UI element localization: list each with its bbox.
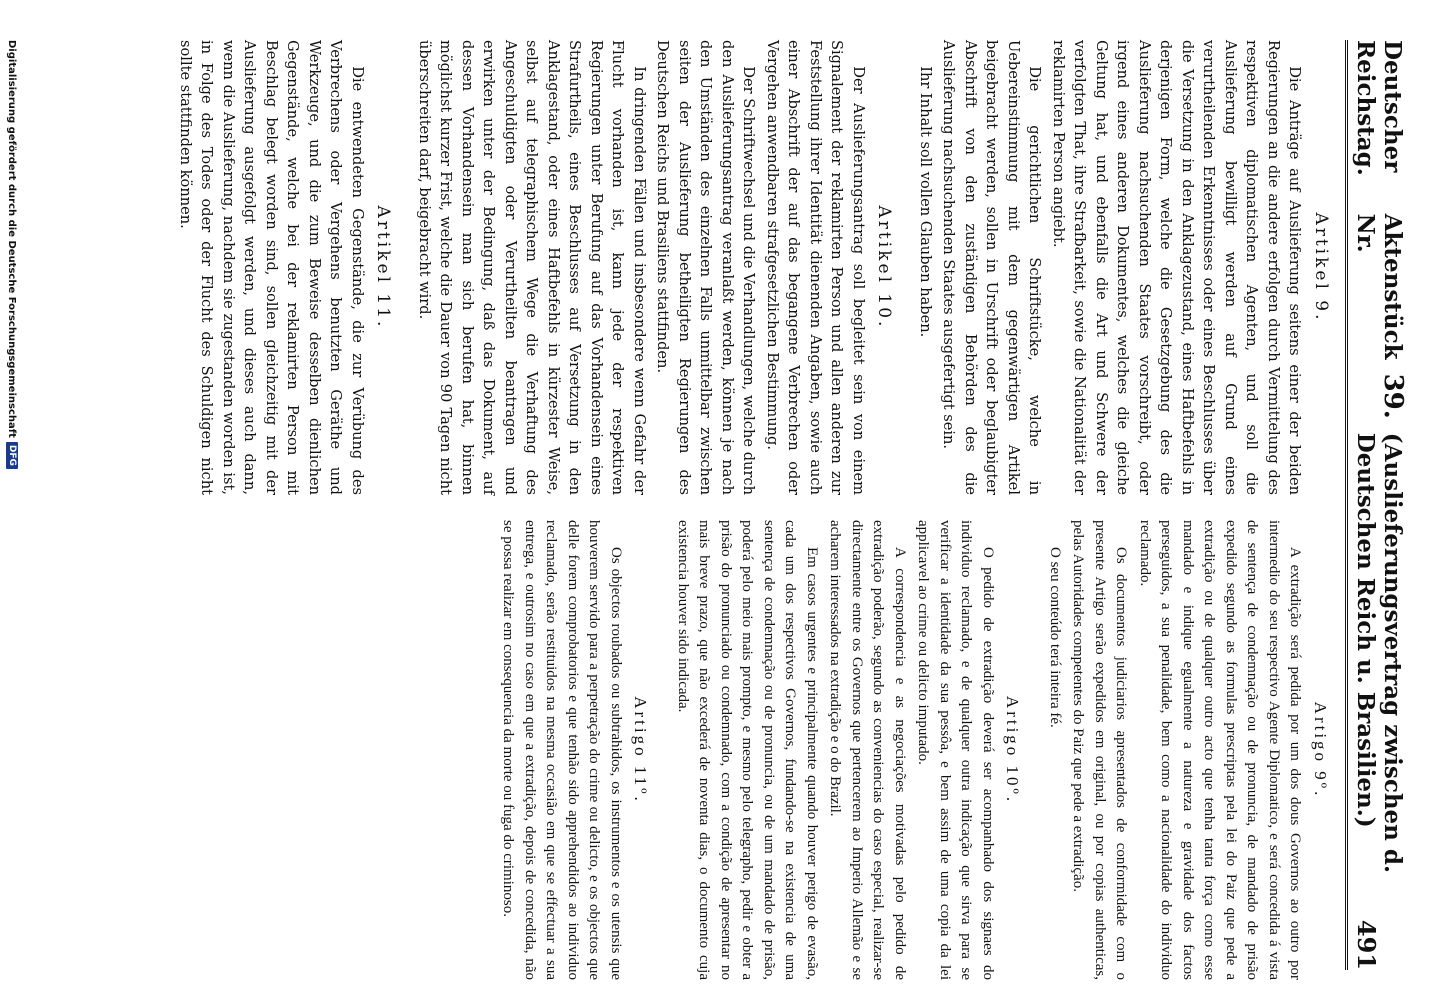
paragraph: O pedido de extradição deverá ser acompanhado dos signaes do individuo reclamado, e de qualquer outra indicação que sirva para se verificar a identidade da sua pessôa, e bem assim de uma copia da lei applicavel ao crime ou delicto imputado. [915, 520, 996, 980]
portuguese-article-10 [672, 520, 1024, 980]
german-article-9 [915, 40, 1332, 495]
treaty-title: (Auslieferungsvertrag zwischen d. Deutschen Reich u. Brasilien.) [1352, 432, 1406, 873]
portuguese-article-9 [1044, 520, 1332, 980]
paragraph: Os objectos roubados ou subtrahidos, os instrumentos e os utensis que houverem servido para a perpetração do crime ou delicto, e os objectos que delle forem comprobatorios e que tenhão sido apprehendidos ao individuo reclamado, serão restituidos na mesma occasião em que se effectuar a sua entrega, e outrosim no caso em que a extradição, depois de concedida, não se possa realizar em consequencia da morte ou fuga do criminoso. [500, 520, 624, 980]
paragraph: Der Auslieferungsantrag soll begleitet sein von einem Signalement der reklamirten Person und allen anderen zur Feststellung ihrer Identität dienenden Angaben, sowie auch einer Abschrift der auf das begangene Verbrechen oder Vergehen anwendbaren strafgesetzlichen Bestimmung. [764, 40, 867, 495]
article-heading: Artikel 10. [874, 205, 895, 330]
issue-number: 39. [1378, 373, 1408, 419]
portuguese-column [10, 520, 1337, 980]
paragraph: A correspondencia e as negociações motivadas pelo pedido de extradição poderão, segundo as conveniencias do caso especial, realizar-se directamente entre os Governos que pertencerem ao Imperio Allemão e se acharem interessados na extradição e o do Brazil. [827, 520, 908, 980]
article-heading: Artigo 11º. [631, 696, 651, 804]
portuguese-article-11 [497, 520, 652, 980]
article-heading: Artigo 10º. [1003, 695, 1023, 805]
german-column [10, 40, 1337, 495]
paragraph: Os documentos judiciarios apresentados de conformidade com o presente Artigo serão expedidos em original, ou por copias authenticas, pelas Autoridades competentes do Paiz que pede a extradição. [1070, 520, 1130, 980]
paragraph: Die Anträge auf Auslieferung seitens einer der beiden Regierungen an die andere erfolgen durch Vermittelung des respektiven diplomatischen Agenten, und soll die Auslieferung bewilligt werden auf Grund eines verurtheilenden Erkenntnisses oder eines Beschlusses über die Versetzung in den Anklagezustand, eines Haftbefehls in derjenigen Form, welche die Gesetzgebung des die Auslieferung nachsuchenden Staates vorschreibt, oder irgend eines anderen Dokumentes, welches die gleiche Geltung hat, und ebenfalls die Art und Schwere der verfolgten That, ihre Strafbarkeit, sowie die Nationalität der reklamirten Person angiebt. [1050, 40, 1304, 495]
article-heading: Artigo 9º. [1311, 701, 1330, 799]
paragraph: A extradição será pedida por um dos dous Governos ao outro por intermedio do seu respectivo Agente Diplomatico, e será concedida á vista de sentença de condemnação ou de pronuncia, de mandado de prisão expedido segundo as formulas prescriptas pela lei do Paiz que pede a extradição ou de qualquer outro acto que tenha tanta força como esse mandado e indique egualmente a natureza e gravidade dos factos perseguidos, a sua penalidade, bem como a nacionalidade do individuo reclamado. [1137, 520, 1304, 980]
paragraph: Die gerichtlichen Schriftstücke, welche in Uebereinstimmung mit dem gegenwärtigen Artikel beigebracht werden, sollen in Urschrift oder beglaubigter Abschrift von den zuständigen Behörden des die Auslieferung nachsuchenden Staates ausgefertigt sein. [940, 40, 1044, 495]
footer-text: Digitalisierung gefördert durch die Deutsche Forschungsgemeinschaft [6, 40, 18, 438]
paragraph: Die entwendeten Gegenstände, die zur Verübung des Verbrechens oder Vergehens benutzten Geräthe und Werkzeuge, und die zum Beweise desselben dienlichen Gegenstände, welche bei der reklamirten Person mit Beschlag belegt worden sind, sollen gleichzeitig mit der Auslieferung ausgefolgt werden, und dieses auch dann, wenn die Auslieferung, nachdem sie zugestanden worden ist, in Folge des Todes oder der Flucht des Schuldigen nicht sollte stattfinden können. [177, 40, 366, 495]
document-label: Aktenstück Nr. [1352, 213, 1406, 360]
page-header [1345, 40, 1408, 970]
paragraph: Ihr Inhalt soll vollen Glauben haben. [917, 66, 934, 338]
article-heading: Artikel 11. [373, 205, 394, 330]
publication-title: Deutscher Reichstag. [1352, 40, 1406, 176]
page-number: 491 [1352, 919, 1381, 970]
paragraph: In dringenden Fällen und insbesondere wenn Gefahr der Flucht vorhanden ist, kann jede der respektiven Regierungen unter Berufung auf das Vorhandensein eines Strafurtheils, eines Beschlusses auf Versetzung in den Anklagestand, oder eines Haftbefehls in kürzester Weise, selbst auf telegraphischem Wege die Verhaftung des Angeschuldigten oder Verurtheilten beantragen und erwirken unter der Bedingung, daß das Dokument, auf dessen Vorhandensein man sich berufen hat, binnen möglichst kurzer Frist, welche die Dauer von 90 Tagen nicht überschreiten darf, beigebracht wird. [416, 40, 648, 495]
paragraph: Em casos urgentes e principalmente quando houver perigo de evasão, cada um dos respectivos Governos, fundando-se na existencia de uma sentença de condemnação ou de pronuncia, ou de um mandado de prisão, poderá pelo meio mais prompto, e mesmo pelo telegrapho, pedir e obter a prisão do pronunciado ou condemnado, com a condição de apresentar no mais breve prazo, que não excederá de noventa dias, o documento cuja existencia houver sido indicada. [675, 520, 820, 980]
digitization-footer [0, 40, 24, 1000]
paragraph: Der Schriftwechsel und die Verhandlungen, welche durch den Auslieferungsantrag veranlaßt werden, können je nach den Umständen des einzelnen Falls unmittelbar zwischen seiten der Auslieferung betheiligten Regierungen des Deutschen Reichs und Brasiliens stattfinden. [654, 40, 758, 495]
paragraph: O seu conteúdo terá inteira fé. [1047, 547, 1063, 728]
dfg-logo: DFG [6, 442, 18, 469]
german-article-10 [414, 40, 895, 495]
article-heading: Artikel 9. [1311, 212, 1331, 323]
german-article-11 [175, 40, 394, 495]
